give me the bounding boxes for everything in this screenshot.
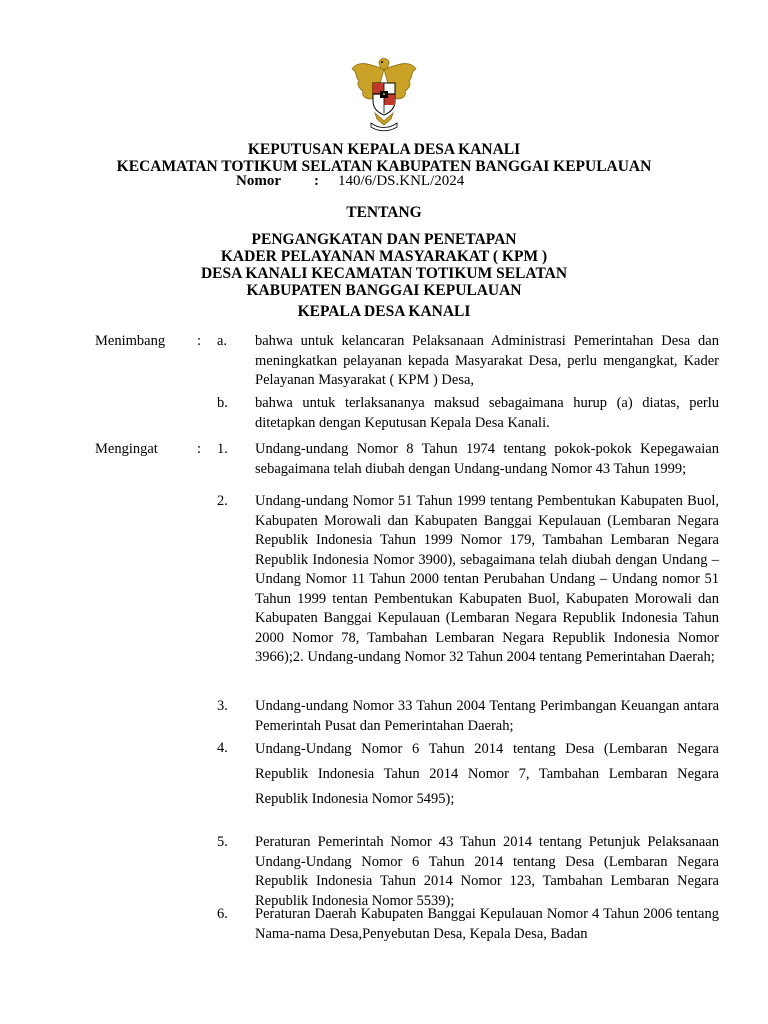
- menimbang-marker-b: b.: [217, 395, 228, 411]
- mengingat-marker-1: 1.: [217, 441, 228, 457]
- menimbang-marker-a: a.: [217, 333, 228, 349]
- mengingat-marker-5: 5.: [217, 834, 228, 850]
- nomor-value: 140/6/DS.KNL/2024: [338, 173, 465, 189]
- mengingat-item-1: Undang-undang Nomor 8 Tahun 1974 tentang pokok-pokok Kepegawaian sebagaimana telah diubah dengan Undang-undang Nomor 43 Tahun 1999;: [255, 441, 719, 477]
- tentang-heading: TENTANG: [346, 204, 422, 221]
- menimbang-item-a: bahwa untuk kelancaran Pelaksanaan Administrasi Pemerintahan Desa dan meningkatkan pelayanan kepada Masyarakat Desa, perlu mengangkat, Kader Pelayanan Masyarakat ( KPM ) Desa,: [255, 333, 719, 388]
- authority-heading: KEPALA DESA KANALI: [297, 303, 471, 320]
- mengingat-item-3: Undang-undang Nomor 33 Tahun 2004 Tentang Perimbangan Keuangan antara Pemerintah Pusat dan Pemerintahan Daerah;: [255, 698, 719, 734]
- subject-line-3: DESA KANALI KECAMATAN TOTIKUM SELATAN: [200, 265, 568, 282]
- heading-line-2: KECAMATAN TOTIKUM SELATAN KABUPATEN BANGGAI KEPULAUAN: [116, 158, 652, 175]
- subject-line-1: PENGANGKATAN DAN PENETAPAN: [251, 231, 517, 248]
- mengingat-marker-2: 2.: [217, 493, 228, 509]
- nomor-colon: :: [314, 173, 319, 189]
- subject-line-2: KADER PELAYANAN MASYARAKAT ( KPM ): [220, 248, 548, 265]
- garuda-emblem-icon: [349, 55, 419, 133]
- heading-line-1: KEPUTUSAN KEPALA DESA KANALI: [247, 141, 521, 158]
- decree-heading: [0, 141, 768, 175]
- mengingat-marker-4: 4.: [217, 740, 228, 756]
- menimbang-colon: :: [197, 333, 202, 349]
- decree-number: [236, 173, 465, 190]
- mengingat-item-6: Peraturan Daerah Kabupaten Banggai Kepulauan Nomor 4 Tahun 2006 tentang Nama-nama Desa,Penyebutan Desa, Kepala Desa, Badan: [255, 906, 719, 942]
- mengingat-marker-3: 3.: [217, 698, 228, 714]
- menimbang-item-b: bahwa untuk terlaksananya maksud sebagaimana hurup (a) diatas, perlu ditetapkan dengan Keputusan Kepala Desa Kanali.: [255, 395, 719, 431]
- mengingat-item-5: Peraturan Pemerintah Nomor 43 Tahun 2014 tentang Petunjuk Pelaksanaan Undang-Undang Nomor 6 Tahun 2014 tentang Desa (Lembaran Negara Republik Indonesia Tahun 2014 Nomor 123, Tambahan Lembaran Negara Republik Indonesia Nomor 5539);: [255, 834, 719, 909]
- mengingat-marker-6: 6.: [217, 906, 228, 922]
- mengingat-item-4: Undang-Undang Nomor 6 Tahun 2014 tentang Desa (Lembaran Negara Republik Indonesia Tahun 2014 Nomor 7, Tambahan Lembaran Negara Republik Indonesia Nomor 5495);: [255, 741, 719, 807]
- subject-line-4: KABUPATEN BANGGAI KEPULAUAN: [246, 282, 522, 299]
- mengingat-colon: :: [197, 441, 202, 457]
- mengingat-label: Mengingat: [95, 441, 158, 457]
- nomor-label: Nomor: [236, 173, 281, 189]
- mengingat-item-2: Undang-undang Nomor 51 Tahun 1999 tentang Pembentukan Kabupaten Buol, Kabupaten Morowali dan Kabupaten Banggai Kepulauan (Lembaran Negara Republik Indonesia Tahun 1999 Nomor 179, Tambahan Lembaran Negara Republik Indonesia Nomor 3900), sebagaimana telah diubah dengan Undang – Undang Nomor 11 Tahun 2000 tentan Perubahan Undang – Undang nomor 51 Tahun 1999 tentan Pembentukan Kabupaten Buol, Kabupaten Morowali dan Kabupaten Banggai Kepulauan (Lembaran Negara Republik Indonesia Tahun 2000 Nomor 78, Tambahan Lembaran Negara Republik Indonesia Nomor 3966);2. Undang-undang Nomor 32 Tahun 2004 tentang Pemerintahan Daerah;: [255, 493, 719, 665]
- menimbang-label: Menimbang: [95, 333, 166, 349]
- decree-subject: [0, 231, 768, 299]
